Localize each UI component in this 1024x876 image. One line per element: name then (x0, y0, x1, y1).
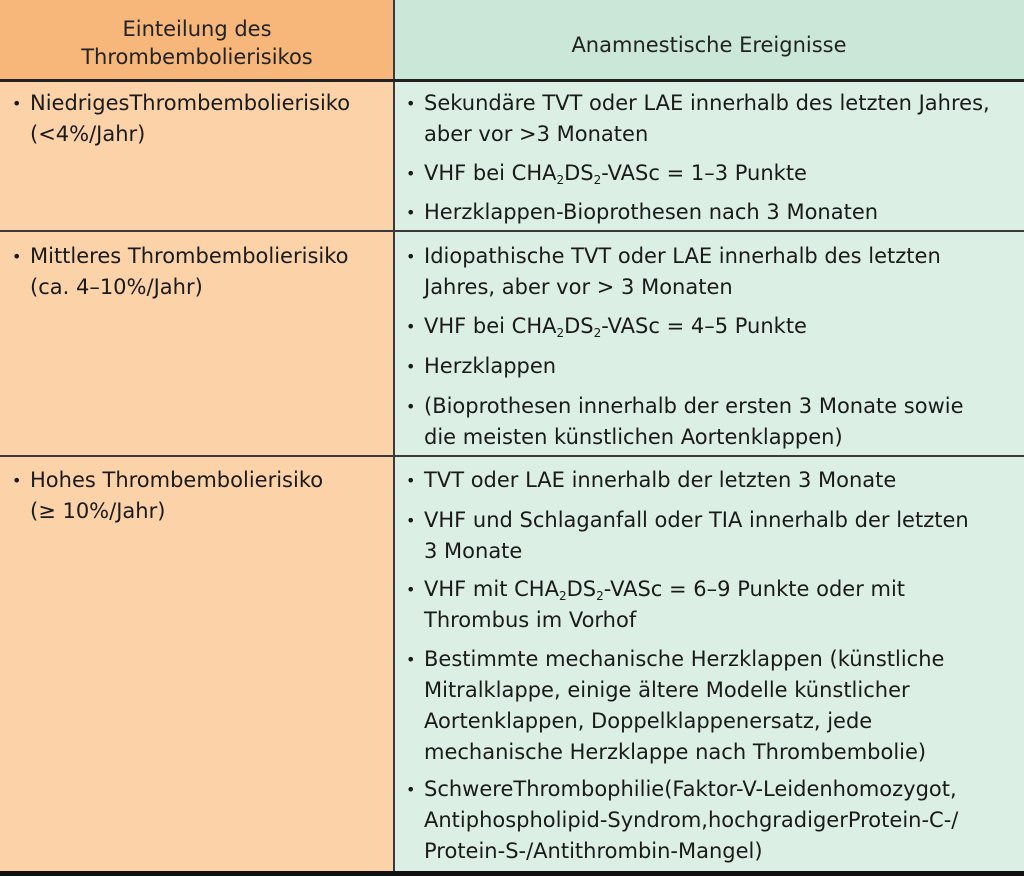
bullet: • (406, 650, 416, 669)
event-text: Antiphospholipid-Syndrom,hochgradigerProtein-C-/ (424, 808, 959, 832)
event-text: die meisten künstlichen Aortenklappen) (424, 425, 843, 449)
bullet: • (12, 471, 22, 490)
bullet: • (406, 203, 416, 222)
header-left-cell (0, 0, 394, 80)
row-divider (0, 455, 1024, 457)
header-left-line2: Thrombembolierisikos (81, 45, 313, 69)
events-cell (394, 456, 1024, 871)
bullet: • (406, 397, 416, 416)
event-text: Bestimmte mechanische Herzklappen (künstliche (424, 647, 945, 671)
bullet: • (12, 247, 22, 266)
event-text: SchwereThrombophilie(Faktor-V-Leidenhomozygot, (424, 777, 957, 801)
event-text: VHF mit $CHA_2DS_2$-VASc = 6–9 Punkte oder mit (424, 577, 906, 603)
events-cell (394, 80, 1024, 231)
risk-cell (0, 80, 394, 231)
event-text: aber vor >3 Monaten (424, 122, 649, 146)
header-row (0, 0, 1024, 80)
risk-cell (0, 231, 394, 456)
table-row-high-risk (0, 456, 1024, 871)
event-text: Herzklappen-Bioprothesen nach 3 Monaten (424, 200, 879, 224)
bullet: • (406, 247, 416, 266)
bullet: • (406, 780, 416, 799)
event-text: VHF bei $CHA_2DS_2$-VASc = 4–5 Punkte (424, 314, 807, 340)
bullet: • (406, 357, 416, 376)
risk-cell (0, 456, 394, 871)
event-text: VHF und Schlaganfall oder TIA innerhalb der letzten (424, 508, 969, 532)
event-text: Protein-S-/Antithrombin-Mangel) (424, 839, 763, 863)
header-right-text: Anamnestische Ereignisse (571, 33, 847, 57)
bullet: • (406, 317, 416, 336)
header-right-cell (394, 0, 1024, 80)
header-left-line1: Einteilung des (122, 17, 272, 41)
risk-label: NiedrigesThrombembolierisiko (30, 91, 351, 115)
risk-rate: (≥ 10%/Jahr) (30, 499, 166, 523)
risk-label: Mittleres Thrombembolierisiko (30, 244, 349, 268)
event-text: Aortenklappen, Doppelklappenersatz, jede (424, 709, 873, 733)
header-divider (0, 79, 1024, 82)
risk-label: Hohes Thrombembolierisiko (30, 468, 324, 492)
events-cell (394, 231, 1024, 456)
event-text: Mitralklappe, einige ältere Modelle künstlicher (424, 678, 910, 702)
event-text: mechanische Herzklappe nach Thrombembolie) (424, 740, 927, 764)
event-text: Sekundäre TVT oder LAE innerhalb des letzten Jahres, (424, 91, 990, 115)
event-text: VHF bei $CHA_2DS_2$-VASc = 1–3 Punkte (424, 161, 807, 187)
event-text: (Bioprothesen innerhalb der ersten 3 Monate sowie (424, 394, 964, 418)
bullet: • (406, 580, 416, 599)
risk-rate: (ca. 4–10%/Jahr) (30, 275, 203, 299)
row-divider (0, 230, 1024, 232)
bullet: • (406, 471, 416, 490)
bullet: • (406, 511, 416, 530)
bullet: • (406, 94, 416, 113)
event-text: TVT oder LAE innerhalb der letzten 3 Monate (424, 468, 897, 492)
event-text: Thrombus im Vorhof (424, 608, 637, 632)
bullet: • (406, 164, 416, 183)
column-divider (393, 0, 395, 871)
table-row-medium-risk (0, 231, 1024, 456)
bullet: • (12, 94, 22, 113)
risk-rate: (<4%/Jahr) (30, 122, 146, 146)
event-text: 3 Monate (424, 539, 523, 563)
event-text: Idiopathische TVT oder LAE innerhalb des letzten (424, 244, 941, 268)
event-text: Herzklappen (424, 354, 557, 378)
table-row-low-risk (0, 80, 1024, 231)
event-text: Jahres, aber vor > 3 Monaten (424, 275, 733, 299)
